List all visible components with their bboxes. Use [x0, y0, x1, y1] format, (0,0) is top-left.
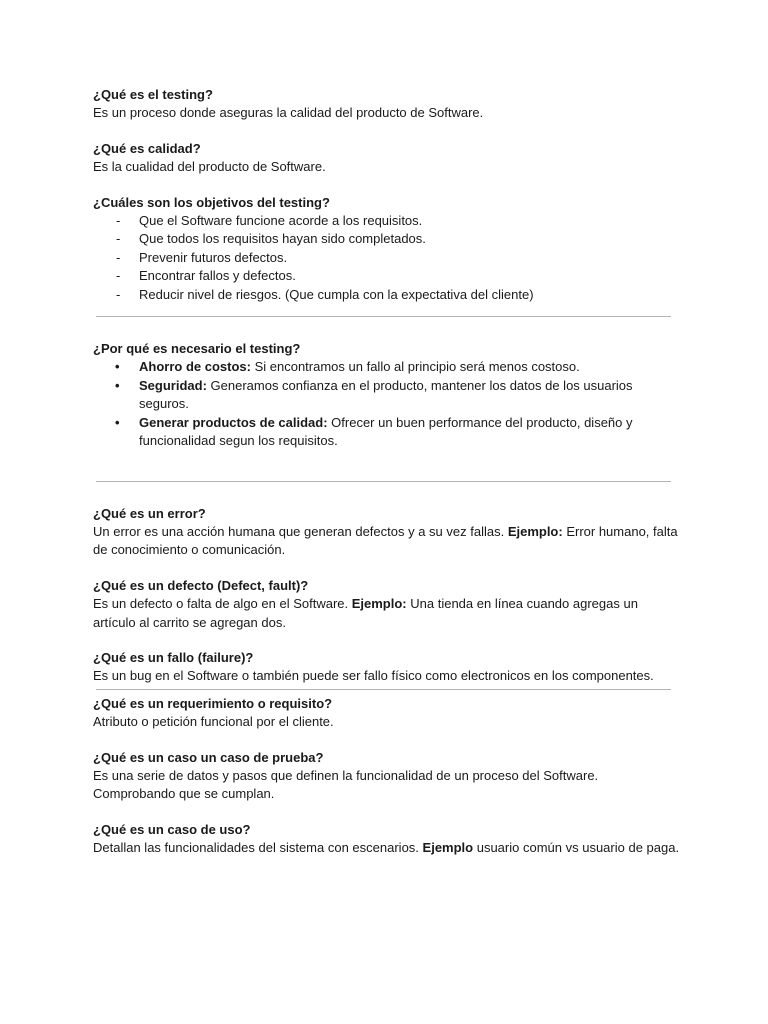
question-calidad: ¿Qué es calidad? [93, 140, 201, 156]
answer-fallo: Es un bug en el Software o también puede ser fallo físico como electronicos en los componentes. [93, 668, 654, 684]
example-label: Ejemplo: [507, 523, 563, 539]
answer-testing: Es un proceso donde aseguras la calidad del producto de Software. [93, 105, 484, 121]
question-testing: ¿Qué es el testing? [93, 87, 213, 102]
item-text: Ofrecer un buen performance del producto, diseño y funcionalidad segun los requisitos. [139, 414, 633, 449]
question-caso-prueba: ¿Qué es un caso un caso de prueba? [93, 749, 324, 765]
answer-caso-prueba-line2: Comprobando que se cumplan. [93, 786, 275, 802]
objetivos-list [93, 212, 683, 304]
question-requisito: ¿Qué es un requerimiento o requisito? [93, 695, 333, 711]
question-necesario: ¿Por qué es necesario el testing? [93, 341, 301, 357]
list-item [93, 358, 683, 376]
list-item: - Prevenir futuros defectos. [93, 249, 683, 267]
list-item: - Que todos los requisitos hayan sido completados. [93, 230, 683, 248]
answer-requisito: Atributo o petición funcional por el cliente. [93, 714, 334, 730]
item-text: Si encontramos un fallo al principio será menos costoso. [250, 359, 580, 375]
example-label: Ejemplo [422, 840, 474, 856]
question-error: ¿Qué es un error? [93, 505, 206, 521]
answer-defecto [93, 595, 683, 632]
item-text: Generamos confianza en el producto, mantener los datos de los usuarios seguros. [139, 377, 633, 412]
example-text: Error humano, falta de conocimiento o comunicación. [93, 523, 678, 558]
example-label: Ejemplo: [351, 596, 407, 612]
example-text: usuario común vs usuario de paga. [473, 840, 680, 856]
answer-text: Es un defecto o falta de algo en el Software. [93, 596, 352, 612]
answer-caso-prueba-line1: Es una serie de datos y pasos que definen la funcionalidad de un proceso del Software. [93, 767, 599, 783]
list-item [93, 414, 683, 451]
question-defecto: ¿Qué es un defecto (Defect, fault)? [93, 577, 309, 593]
item-term: Seguridad: [139, 377, 207, 393]
example-text: Una tienda en línea cuando agregas un artículo al carrito se agregan dos. [93, 596, 638, 630]
answer-calidad: Es la cualidad del producto de Software. [93, 159, 326, 175]
list-item: - Encontrar fallos y defectos. [93, 267, 683, 285]
answer-error [93, 523, 683, 560]
document-page [93, 86, 683, 858]
answer-text: Detallan las funcionalidades del sistema con escenarios. [93, 840, 423, 856]
question-fallo: ¿Qué es un fallo (failure)? [93, 649, 254, 665]
item-term: Generar productos de calidad: [139, 414, 328, 430]
item-term: Ahorro de costos: [139, 359, 251, 375]
list-item: - Que el Software funcione acorde a los requisitos. [93, 212, 683, 230]
question-objetivos: ¿Cuáles son los objetivos del testing? [93, 194, 330, 210]
necesario-list [93, 358, 683, 450]
answer-caso-uso [93, 839, 683, 857]
answer-text: Un error es una acción humana que generan defectos y a su vez fallas. [93, 523, 508, 539]
list-item: - Reducir nivel de riesgos. (Que cumpla con la expectativa del cliente) [93, 286, 683, 304]
question-caso-uso: ¿Qué es un caso de uso? [93, 821, 251, 837]
list-item [93, 377, 683, 414]
